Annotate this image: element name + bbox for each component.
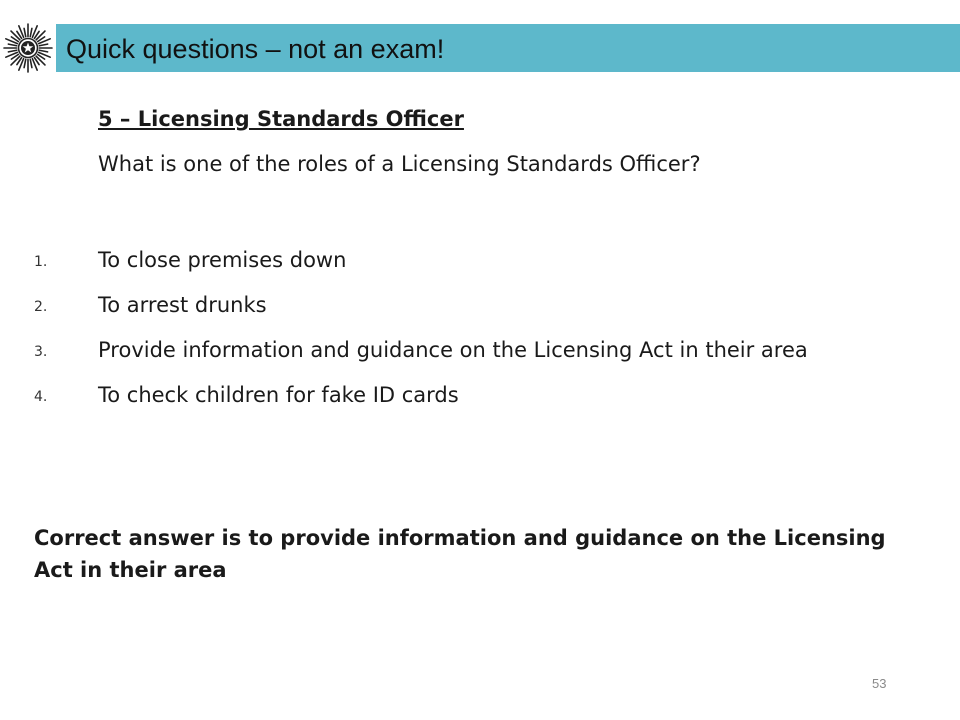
answer-option (34, 379, 874, 411)
option-text: To arrest drunks (98, 293, 267, 317)
slide-title: Quick questions – not an exam! (66, 34, 445, 64)
option-text: To check children for fake ID cards (98, 383, 459, 407)
option-number: 3. (34, 344, 48, 360)
answer-options-list (34, 244, 874, 424)
correct-answer-text: Correct answer is to provide information and guidance on the Licensing Act in their area (34, 526, 886, 582)
answer-option (34, 244, 874, 276)
question-text: What is one of the roles of a Licensing Standards Officer? (98, 152, 701, 176)
option-text: To close premises down (98, 248, 347, 272)
answer-option (34, 334, 874, 366)
sunburst-star-logo-icon (2, 22, 54, 74)
question-heading: 5 – Licensing Standards Officer (98, 107, 464, 131)
option-number: 2. (34, 299, 48, 315)
option-number: 1. (34, 254, 48, 270)
option-number: 4. (34, 389, 48, 405)
page-number: 53 (872, 676, 887, 691)
option-text: Provide information and guidance on the Licensing Act in their area (98, 338, 808, 362)
answer-option (34, 289, 874, 321)
